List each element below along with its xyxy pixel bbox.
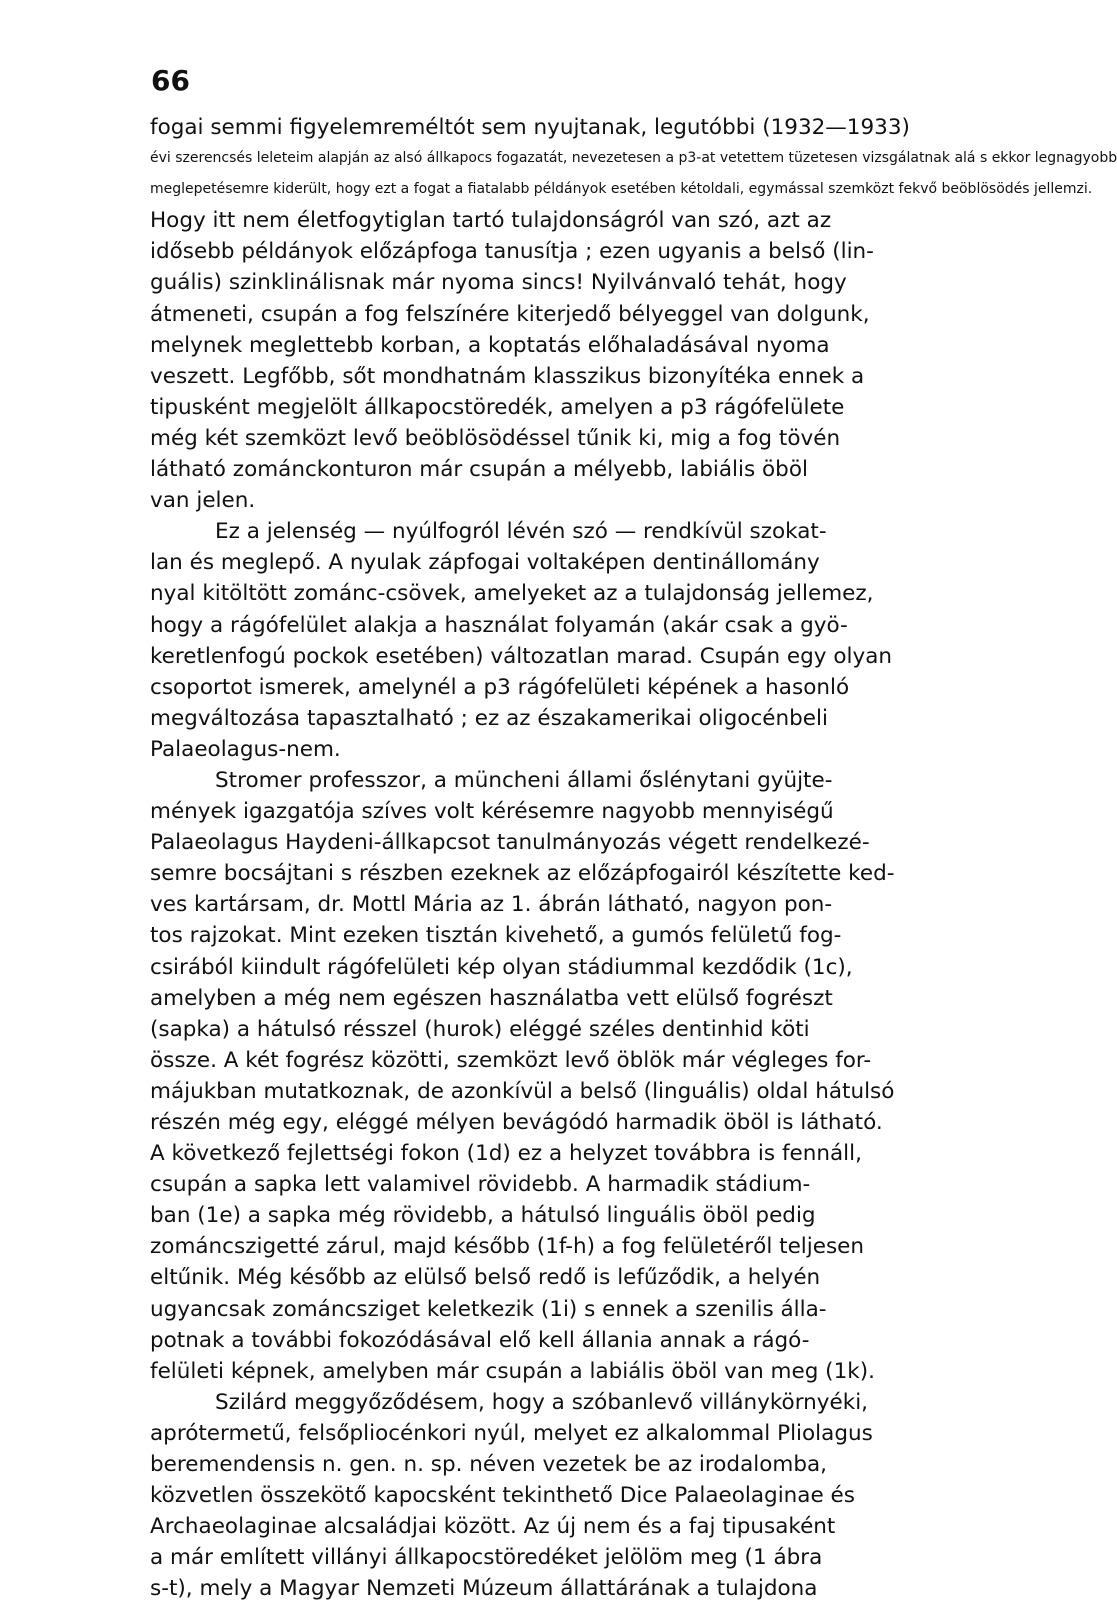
text-line: veszett. Legfőbb, sőt mondhatnám klasszikus bizonyítéka ennek a: [150, 363, 865, 389]
text-line: ugyancsak zománcsziget keletkezik (1i) s ennek a szenilis álla-: [150, 1296, 827, 1322]
text-line: van jelen.: [150, 488, 256, 514]
body-text: [150, 112, 1117, 1605]
text-line: felületi képnek, amelyben már csupán a labiális öböl van meg (1k).: [150, 1358, 875, 1384]
text-line: guális) szinklinálisnak már nyoma sincs! Nyilvánvaló tehát, hogy: [150, 270, 847, 296]
text-line: hogy a rágófelület alakja a használat folyamán (akár csak a gyö-: [150, 612, 848, 638]
text-line: közvetlen összekötő kapocsként tekinthető Dice Palaeolaginae és: [150, 1483, 855, 1509]
text-line: Hogy itt nem életfogytiglan tartó tulajdonságról van szó, azt az: [150, 208, 832, 234]
text-line: Palaeolagus Haydeni-állkapcsot tanulmányozás végett rendelkezé-: [150, 830, 870, 856]
text-line: részén még egy, eléggé mélyen bevágódó harmadik öböl is látható.: [150, 1110, 883, 1135]
text-line: a már említett villányi állkapocstöredéket jelölöm meg (1 ábra: [150, 1545, 823, 1571]
text-line: Szilárd meggyőződésem, hogy a szóbanlevő villánykörnyéki,: [215, 1389, 868, 1415]
text-line: beremendensis n. gen. n. sp. néven vezetek be az irodalomba,: [150, 1452, 827, 1478]
text-line: zománcszigetté zárul, majd később (1f-h) a fog felületéről teljesen: [150, 1234, 865, 1260]
text-line: tos rajzokat. Mint ezeken tisztán kivehető, a gumós felületű fog-: [150, 923, 842, 949]
text-line: meglepetésemre kiderült, hogy ezt a fogat a fiatalabb példányok esetében kétoldali, egymással szemközt fekvő beöblösödés jellemzi.: [150, 181, 1093, 198]
text-line: lan és meglepő. A nyulak zápfogai voltaképen dentinállomány: [150, 550, 820, 576]
text-line: tipusként megjelölt állkapocstöredék, amelyen a p3 rágófelülete: [150, 394, 845, 420]
text-line: csoportot ismerek, amelynél a p3 rágófelületi képének a hasonló: [150, 674, 850, 700]
text-line: még két szemközt levő beöblösödéssel tűnik ki, mig a fog tövén: [150, 425, 841, 451]
text-line: amelyben a még nem egészen használatba vett elülső fogrészt: [150, 985, 833, 1011]
text-line: májukban mutatkoznak, de azonkívül a belső (linguális) oldal hátulsó: [150, 1078, 895, 1104]
text-line: Archaeolaginae alcsaládjai között. Az új nem és a faj tipusaként: [150, 1514, 836, 1540]
text-line: A következő fejlettségi fokon (1d) ez a helyzet továbbra is fennáll,: [150, 1141, 862, 1167]
text-line: aprótermetű, felsőpliocénkori nyúl, melyet ez alkalommal Pliolagus: [150, 1420, 873, 1446]
text-line: csupán a sapka lett valamivel rövidebb. A harmadik stádium-: [150, 1172, 811, 1198]
text-line: évi szerencsés leleteim alapján az alsó állkapocs fogazatát, nevezetesen a p3-at vetettem tüzetesen vizsgálatnak alá s ekkor legnagyobb: [150, 150, 1117, 167]
text-line: (sapka) a hátulsó résszel (hurok) eléggé széles dentinhid köti: [150, 1016, 810, 1042]
text-line: Palaeolagus-nem.: [150, 736, 341, 762]
text-line: látható zománckonturon már csupán a mélyebb, labiális öböl: [150, 457, 808, 483]
text-line: megváltozása tapasztalható ; ez az északamerikai oligocénbeli: [150, 705, 828, 731]
text-line: s-t), mely a Magyar Nemzeti Múzeum állattárának a tulajdona: [150, 1576, 818, 1602]
text-line: semre bocsájtani s részben ezeknek az előzápfogairól készítette ked-: [150, 861, 895, 887]
page-number: 66: [151, 64, 190, 97]
text-line: ban (1e) a sapka még rövidebb, a hátulsó linguális öböl pedig: [150, 1203, 816, 1229]
text-line: eltűnik. Még később az elülső belső redő is lefűződik, a helyén: [150, 1265, 821, 1291]
text-line: potnak a további fokozódásával elő kell állania annak a rágó-: [150, 1327, 810, 1353]
text-line: össze. A két fogrész közötti, szemközt levő öblök már végleges for-: [150, 1047, 872, 1073]
text-line: átmeneti, csupán a fog felszínére kiterjedő bélyeggel van dolgunk,: [150, 301, 870, 327]
text-line: Stromer professzor, a müncheni állami őslénytani gyüjte-: [215, 767, 833, 793]
text-line: mények igazgatója szíves volt kérésemre nagyobb mennyiségű: [150, 799, 834, 825]
text-line: Ez a jelenség — nyúlfogról lévén szó — rendkívül szokat-: [215, 519, 827, 545]
text-line: idősebb példányok előzápfoga tanusítja ; ezen ugyanis a belső (lin-: [150, 239, 874, 265]
text-line: keretlenfogú pockok esetében) változatlan marad. Csupán egy olyan: [150, 643, 892, 669]
text-line: fogai semmi figyelemreméltót sem nyujtanak, legutóbbi (1932—1933): [150, 115, 910, 140]
text-line: melynek meglettebb korban, a koptatás előhaladásával nyoma: [150, 332, 830, 358]
text-line: csirából kiindult rágófelületi kép olyan stádiummal kezdődik (1c),: [150, 954, 853, 980]
text-line: nyal kitöltött zománc-csövek, amelyeket az a tulajdonság jellemez,: [150, 581, 874, 607]
text-line: ves kartársam, dr. Mottl Mária az 1. ábrán látható, nagyon pon-: [150, 892, 833, 918]
